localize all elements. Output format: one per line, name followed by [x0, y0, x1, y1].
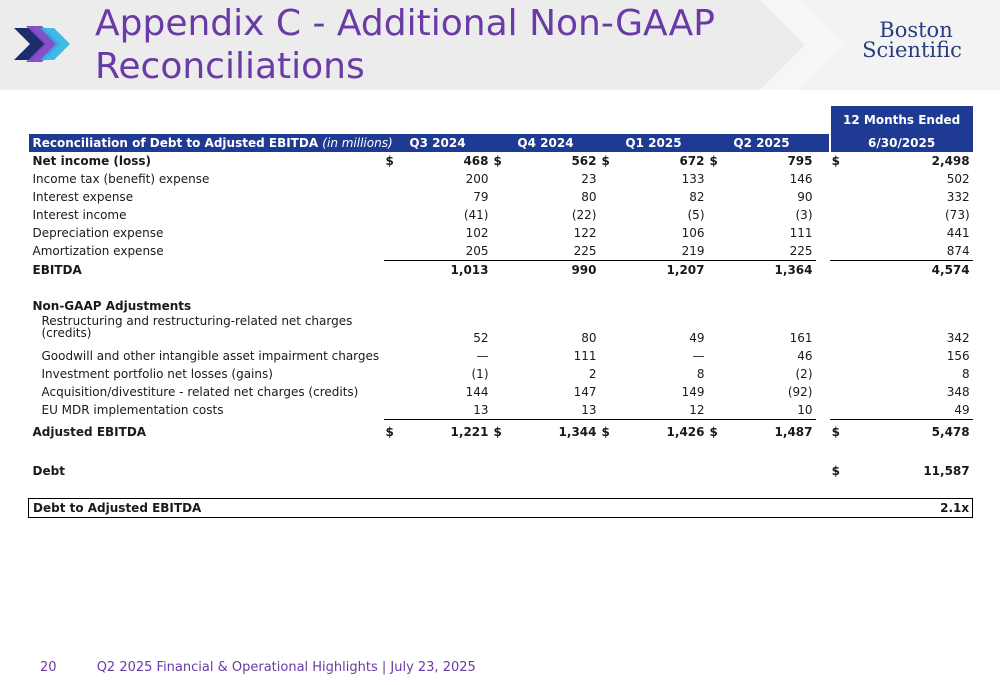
currency-symbol: $ — [601, 154, 610, 168]
table-row — [29, 347, 973, 365]
cell-q3: 468 — [463, 154, 489, 168]
row-label: Amortization expense — [32, 244, 164, 259]
cell-q4: 562 — [571, 154, 597, 168]
row-label: Interest income — [32, 208, 127, 222]
col-header-gap — [816, 134, 830, 152]
table-row — [29, 152, 973, 170]
table-row — [29, 206, 973, 224]
cell-q2: 90 — [797, 190, 813, 204]
cell-q3: (1) — [471, 367, 489, 381]
row-label: Goodwill and other intangible asset impairment charges — [41, 349, 380, 363]
currency-symbol: $ — [385, 154, 394, 168]
table-row — [29, 188, 973, 206]
col-header-q3-2024: Q3 2024 — [384, 134, 492, 152]
page-number: 20 — [40, 660, 57, 675]
cell-q4: 80 — [581, 331, 597, 345]
cell-q4: 80 — [581, 190, 597, 204]
section-heading-row — [29, 297, 973, 315]
cell-q3: (41) — [463, 208, 489, 222]
cell-q1: 106 — [681, 226, 705, 240]
cell-ttm: 49 — [850, 401, 973, 420]
boston-scientific-logo — [856, 20, 976, 60]
chevron-logo-icon — [10, 22, 80, 66]
cell-ttm: (73) — [945, 208, 970, 222]
cell-q2: 111 — [789, 226, 813, 240]
cell-ttm: 342 — [946, 331, 970, 345]
cell-q1: 149 — [681, 385, 705, 399]
col-header-q1-2025: Q1 2025 — [600, 134, 708, 152]
cell-q1: 8 — [696, 367, 705, 381]
cell-q2: 10 — [728, 401, 816, 420]
cell-q2: 1,364 — [774, 263, 813, 277]
table-row-ebitda — [29, 261, 973, 280]
row-label: Restructuring and restructuring-related net charges (credits) — [41, 314, 353, 340]
section-heading: Non-GAAP Adjustments — [32, 299, 192, 313]
cell-q1: 82 — [689, 190, 705, 204]
brand-line-2: Scientific — [862, 38, 962, 62]
cell-q4: 111 — [573, 349, 597, 363]
cell-q1: 1,207 — [666, 263, 705, 277]
row-label: Acquisition/divestiture - related net charges (credits) — [41, 385, 359, 399]
cell-ttm: 5,478 — [931, 425, 970, 439]
cell-q4: (22) — [571, 208, 597, 222]
column-header-row — [29, 134, 973, 152]
cell-q4: 23 — [581, 172, 597, 186]
cell-q4: 1,344 — [558, 425, 597, 439]
row-label: Interest expense — [32, 190, 134, 204]
currency-symbol: $ — [709, 154, 718, 168]
row-label: Depreciation expense — [32, 226, 164, 240]
table-row — [29, 242, 973, 261]
cell-ttm: 874 — [850, 242, 973, 261]
col-header-q4-2024: Q4 2024 — [492, 134, 600, 152]
cell-q2: 161 — [789, 331, 813, 345]
cell-ttm: 2,498 — [931, 154, 970, 168]
reconciliation-table — [28, 106, 973, 518]
cell-ttm: 8 — [962, 367, 970, 381]
currency-symbol: $ — [601, 425, 610, 439]
cell-ttm: 502 — [946, 172, 970, 186]
footer-text: Q2 2025 Financial & Operational Highlights | July 23, 2025 — [96, 660, 476, 675]
row-label: Debt to Adjusted EBITDA — [29, 499, 384, 518]
cell-q3: 205 — [404, 242, 492, 261]
cell-q1: 133 — [681, 172, 705, 186]
cell-q2: 146 — [789, 172, 813, 186]
row-label: Adjusted EBITDA — [32, 424, 147, 439]
row-label: Debt — [32, 464, 65, 478]
cell-q2: (92) — [787, 385, 813, 399]
reconciliation-table-container — [28, 106, 972, 518]
table-row — [29, 315, 973, 347]
currency-symbol: $ — [831, 154, 840, 168]
table-row — [29, 365, 973, 383]
cell-q3: 52 — [473, 331, 489, 345]
table-row-debt — [29, 462, 973, 480]
cell-q2: 1,487 — [774, 425, 813, 439]
cell-q4: 147 — [573, 385, 597, 399]
footer — [40, 660, 476, 675]
cell-q2: 225 — [728, 242, 816, 261]
cell-q4: 122 — [573, 226, 597, 240]
cell-q1: 49 — [689, 331, 705, 345]
cell-ttm: 332 — [946, 190, 970, 204]
row-label: Income tax (benefit) expense — [32, 172, 210, 186]
cell-ttm: 2.1x — [850, 499, 973, 518]
cell-q2: (2) — [795, 367, 813, 381]
cell-ttm: 348 — [946, 385, 970, 399]
col-header-ttm: 6/30/2025 — [830, 134, 973, 152]
currency-symbol: $ — [831, 425, 840, 439]
cell-q2: (3) — [795, 208, 813, 222]
table-row-debt-ratio — [29, 499, 973, 518]
brand-line-1: Boston — [879, 18, 953, 42]
cell-q4: 990 — [571, 263, 597, 277]
cell-q3: — — [476, 349, 489, 363]
row-label: EBITDA — [32, 262, 82, 277]
cell-q1: 219 — [620, 242, 708, 261]
cell-ttm: 4,574 — [931, 263, 970, 277]
row-label: Investment portfolio net losses (gains) — [41, 367, 273, 381]
cell-q1: (5) — [687, 208, 705, 222]
cell-q3: 144 — [465, 385, 489, 399]
page-title: Appendix C - Additional Non-GAAP Reconciliations — [95, 3, 716, 87]
row-label: EU MDR implementation costs — [41, 403, 224, 418]
table-row — [29, 401, 973, 420]
cell-ttm: 156 — [946, 349, 970, 363]
cell-q3: 79 — [473, 190, 489, 204]
cell-q3: 102 — [465, 226, 489, 240]
table-title: Reconciliation of Debt to Adjusted EBITDA (in millions) — [29, 134, 384, 152]
cell-q2: 46 — [797, 349, 813, 363]
table-row-adjusted-ebitda — [29, 420, 973, 445]
table-row — [29, 170, 973, 188]
cell-q4: 225 — [512, 242, 600, 261]
ttm-header-top: 12 Months Ended — [830, 106, 973, 134]
cell-ttm: 441 — [946, 226, 970, 240]
cell-q2: 795 — [787, 154, 813, 168]
currency-symbol: $ — [493, 425, 502, 439]
cell-q3: 1,221 — [450, 425, 489, 439]
currency-symbol: $ — [831, 464, 840, 478]
currency-symbol: $ — [709, 425, 718, 439]
cell-q1: — — [692, 349, 705, 363]
cell-q1: 672 — [679, 154, 705, 168]
cell-q4: 13 — [512, 401, 600, 420]
header-band — [0, 0, 1000, 90]
cell-q1: 1,426 — [666, 425, 705, 439]
cell-q3: 1,013 — [450, 263, 489, 277]
cell-q4: 2 — [588, 367, 597, 381]
ttm-header-row — [29, 106, 973, 134]
table-row — [29, 224, 973, 242]
cell-q3: 13 — [404, 401, 492, 420]
cell-q3: 200 — [465, 172, 489, 186]
row-label: Net income (loss) — [32, 154, 152, 168]
col-header-q2-2025: Q2 2025 — [708, 134, 816, 152]
currency-symbol: $ — [493, 154, 502, 168]
table-row — [29, 383, 973, 401]
cell-q1: 12 — [620, 401, 708, 420]
currency-symbol: $ — [385, 425, 394, 439]
cell-ttm: 11,587 — [923, 464, 970, 478]
